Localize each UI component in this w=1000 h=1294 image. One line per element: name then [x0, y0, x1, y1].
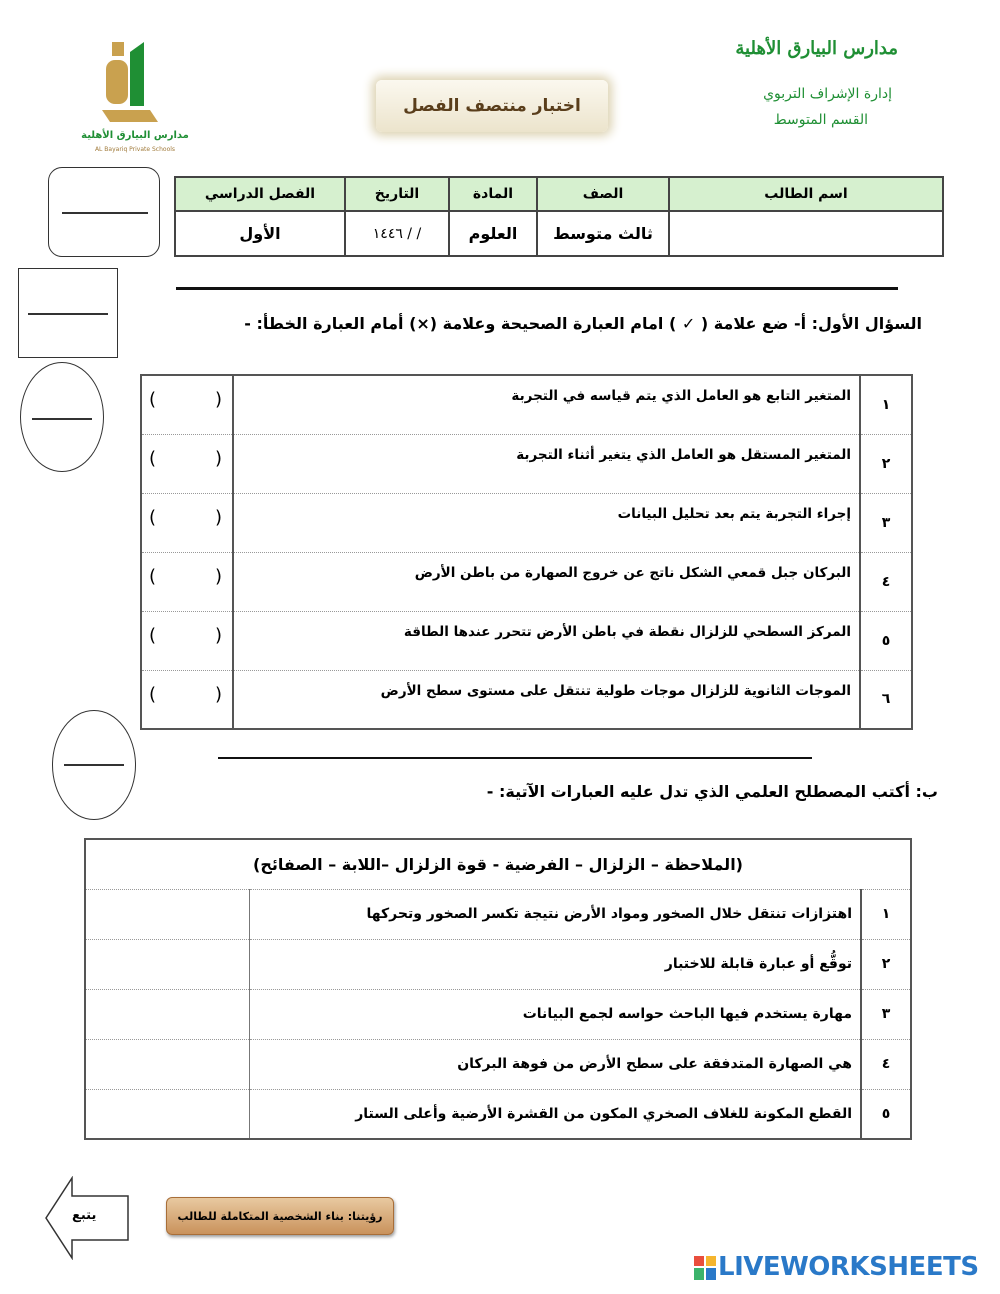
- term-row: [85, 889, 911, 939]
- term-row: [85, 939, 911, 989]
- student-name-field[interactable]: [669, 211, 943, 256]
- item-number: ٣: [861, 989, 911, 1039]
- logo-text-en: AL Bayariq Private Schools: [94, 146, 176, 153]
- answer-slot[interactable]: [141, 552, 233, 611]
- word-bank: (الملاحظة – الزلزال – الفرضية - قوة الزلزال –اللابة – الصفائح): [85, 839, 911, 889]
- open-paren: (: [214, 565, 222, 587]
- term-row: [85, 989, 911, 1039]
- statement: هي الصهارة المتدفقة على سطح الأرض من فوهة البركان: [249, 1039, 861, 1089]
- item-number: ٤: [861, 1039, 911, 1089]
- statement: مهارة يستخدم فيها الباحث حواسه لجمع البيانات: [249, 989, 861, 1039]
- answer-slot[interactable]: [141, 434, 233, 493]
- tf-row: [141, 552, 912, 611]
- answer-field[interactable]: [85, 939, 249, 989]
- item-number: ١: [860, 375, 912, 434]
- statement: المركز السطحي للزلزال نقطة في باطن الأرض تتحرر عندها الطاقة: [233, 611, 860, 670]
- item-number: ٥: [860, 611, 912, 670]
- department-name: إدارة الإشراف التربوي: [763, 86, 892, 102]
- statement: إجراء التجربة يتم بعد تحليل البيانات: [233, 493, 860, 552]
- statement: توقُّع أو عبارة قابلة للاختبار: [249, 939, 861, 989]
- tf-row: [141, 375, 912, 434]
- student-info-table: [174, 176, 944, 257]
- question1-title: السؤال الأول: أ- ضع علامة ( ✓ ) امام العبارة الصحيحة وعلامة (×) أمام العبارة الخطأ: -: [244, 314, 922, 333]
- header-student-name: اسم الطالب: [669, 177, 943, 211]
- item-number: ٢: [861, 939, 911, 989]
- tf-row: [141, 670, 912, 729]
- header-date: التاريخ: [345, 177, 449, 211]
- logo-text-ar: مدارس البيارق الأهلية: [81, 130, 189, 141]
- close-paren: ): [148, 683, 156, 705]
- close-paren: ): [148, 565, 156, 587]
- statement: القطع المكونة للغلاف الصخري المكون من القشرة الأرضية وأعلى الستار: [249, 1089, 861, 1139]
- close-paren: ): [148, 389, 156, 410]
- close-paren: ): [148, 624, 156, 646]
- section-name: القسم المتوسط: [773, 112, 868, 128]
- close-paren: ): [148, 447, 156, 469]
- open-paren: (: [214, 683, 222, 705]
- true-false-table: [140, 374, 913, 730]
- answer-slot[interactable]: [141, 493, 233, 552]
- item-number: ٣: [860, 493, 912, 552]
- item-number: ٥: [861, 1089, 911, 1139]
- open-paren: (: [214, 447, 222, 469]
- header-grade: الصف: [537, 177, 669, 211]
- grade-value: ثالث متوسط: [537, 211, 669, 256]
- divider-2: [218, 757, 812, 759]
- school-name: مدارس البيارق الأهلية: [735, 38, 898, 59]
- answer-slot[interactable]: [141, 670, 233, 729]
- statement: الموجات الثانوية للزلزال موجات طولية تنتقل على مستوى سطح الأرض: [233, 670, 860, 729]
- exam-title: اختبار منتصف الفصل: [376, 80, 608, 132]
- score-circle-1[interactable]: [20, 362, 104, 472]
- answer-field[interactable]: [85, 1089, 249, 1139]
- answer-field[interactable]: [85, 889, 249, 939]
- term-table: [84, 838, 912, 1140]
- answer-field[interactable]: [85, 1039, 249, 1089]
- answer-slot[interactable]: [141, 375, 233, 434]
- statement: المتغير التابع هو العامل الذي يتم قياسه في التجربة: [233, 375, 860, 434]
- answer-slot[interactable]: [141, 611, 233, 670]
- statement: المتغير المستقل هو العامل الذي يتغير أثناء التجربة: [233, 434, 860, 493]
- tf-row: [141, 493, 912, 552]
- tf-row: [141, 611, 912, 670]
- term-row: [85, 1039, 911, 1089]
- question1b-title: ب: أكتب المصطلح العلمي الذي تدل عليه العبارات الآتية: -: [486, 782, 938, 801]
- divider-1: [176, 287, 898, 290]
- date-value: / / ١٤٤٦: [345, 211, 449, 256]
- open-paren: (: [214, 624, 222, 646]
- subject-value: العلوم: [449, 211, 537, 256]
- tf-row: [141, 434, 912, 493]
- statement: البركان جبل قمعي الشكل ناتج عن خروج الصهارة من باطن الأرض: [233, 552, 860, 611]
- item-number: ٢: [860, 434, 912, 493]
- score-line-1: [62, 212, 148, 214]
- score-line-2: [28, 313, 108, 315]
- score-line-4: [64, 764, 124, 766]
- statement: اهتزازات تنتقل خلال الصخور ومواد الأرض نتيجة تكسر الصخور وتحركها: [249, 889, 861, 939]
- item-number: ٦: [860, 670, 912, 729]
- open-paren: (: [214, 389, 222, 410]
- header-subject: المادة: [449, 177, 537, 211]
- item-number: ٤: [860, 552, 912, 611]
- open-paren: (: [214, 506, 222, 528]
- liveworksheets-logo-icon: [694, 1256, 718, 1282]
- score-line-3: [32, 418, 92, 420]
- close-paren: ): [148, 506, 156, 528]
- answer-field[interactable]: [85, 989, 249, 1039]
- liveworksheets-watermark: LIVEWORKSHEETS: [718, 1252, 979, 1282]
- semester-value: الأول: [175, 211, 345, 256]
- term-row: [85, 1089, 911, 1139]
- item-number: ١: [861, 889, 911, 939]
- motto-banner: رؤيتنا: بناء الشخصية المتكاملة للطالب: [166, 1197, 394, 1235]
- next-label: يتبع: [72, 1208, 97, 1223]
- header-semester: الفصل الدراسي: [175, 177, 345, 211]
